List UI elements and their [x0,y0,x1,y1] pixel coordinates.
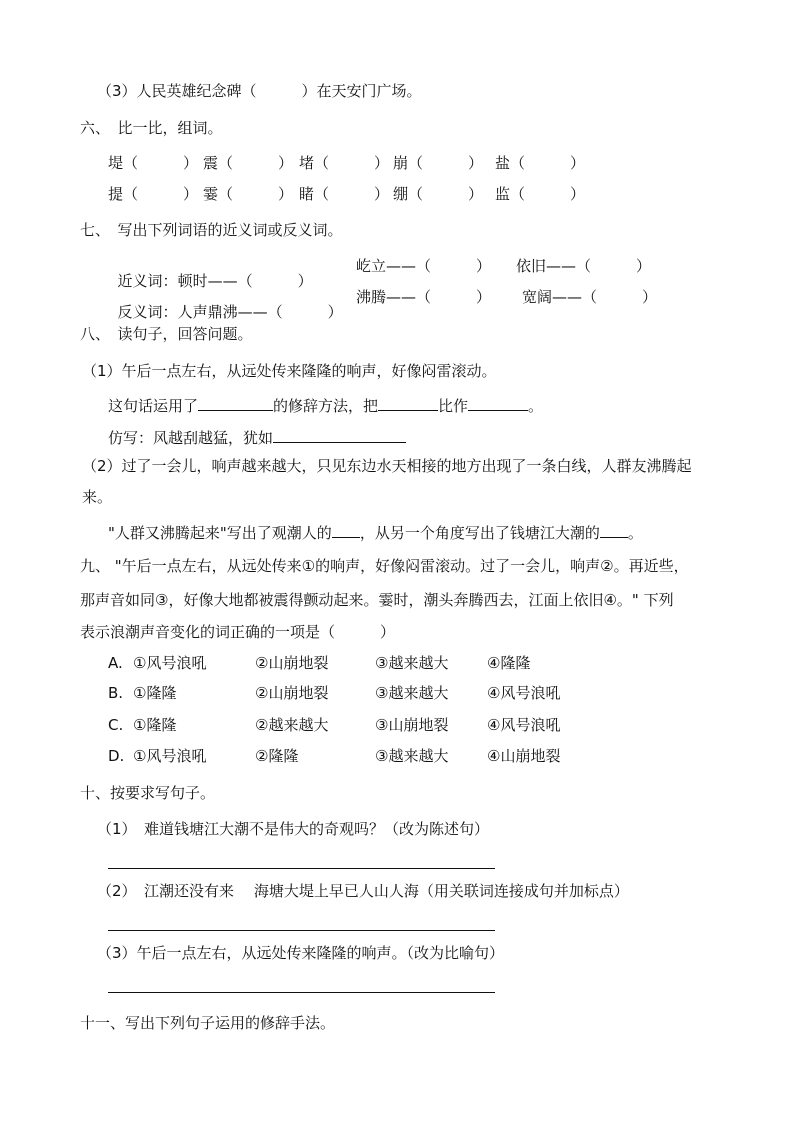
q7-syn-1: 顿时——（ ） [177,272,313,290]
q9-option-d-c2: ②隆隆 [255,747,299,765]
q6-row1-word3: 堵（ ） [299,154,390,172]
q8-q1-blank-rhetoric[interactable] [198,396,273,411]
q8-imitate-blank[interactable] [273,428,406,443]
q6-row1-word2: 震（ ） [203,154,294,172]
q7-ant-row [108,290,343,320]
q8-question-1 [108,396,543,414]
q7-ant-2: 沸腾——（ ） [356,288,492,306]
q6-row2-word4: 绷（ ） [393,185,484,203]
q6-title: 六、 比一比，组词。 [80,119,223,137]
q6-row1-word5: 盐（ ） [495,154,586,172]
q9-option-b-c4: ④风号浪吼 [487,684,561,702]
q8-q2-blank-1[interactable] [332,523,360,538]
q9-option-d-letter[interactable]: D. [108,747,125,765]
q9-option-a-c3: ③越来越大 [375,654,449,672]
q6-row2-word2: 霎（ ） [203,185,294,203]
q9-option-a-c4: ④隆隆 [487,654,531,672]
q10-item-1: （1） 难道钱塘江大潮不是伟大的奇观吗？（改为陈述句） [97,820,490,838]
q6-row2-word1: 提（ ） [108,185,199,203]
q8-q2-text-c: 。 [627,524,643,542]
q9-option-a-letter[interactable]: A. [108,654,123,672]
q8-sentence-1: （1）午后一点左右，从远处传来隆隆的响声，好像闷雷滚动。 [82,362,497,380]
q10-answer-line-3[interactable] [108,992,495,993]
q8-title: 八、 读句子，回答问题。 [80,325,253,343]
q8-q1-text-a: 这句话运用了 [108,397,199,415]
q8-q1-text-b: 的修辞方法，把 [273,397,379,415]
q9-option-c-c3: ③山崩地裂 [375,716,449,734]
q8-q2-blank-2[interactable] [600,523,628,538]
q9-option-c-c4: ④风号浪吼 [487,716,561,734]
q6-row2-word5: 监（ ） [495,185,586,203]
q8-q1-text-c: 比作 [438,397,469,415]
q7-ant-3: 宽阔——（ ） [522,288,658,306]
q9-option-b-c3: ③越来越大 [375,684,449,702]
q9-option-a-c2: ②山崩地裂 [255,654,329,672]
q9-option-c-c1: ①隆隆 [133,716,177,734]
q9-line3: 表示浪潮声音变化的词正确的一项是（ ） [80,623,396,641]
q9-line1: 九、 "午后一点左右，从远处传来①的响声，好像闷雷滚动。过了一会儿，响声②。再近些， [80,557,689,575]
q7-syn-3: 依旧——（ ） [516,257,652,275]
q9-option-a-c1: ①风号浪吼 [133,654,207,672]
q9-line2: 那声音如同③，好像大地都被震得颤动起来。霎时，潮头奔腾西去，江面上依旧④。" 下列 [80,591,674,609]
q10-item-2: （2） 江潮还没有来 海塘大堤上早已人山人海（用关联词连接成句并加标点） [97,882,629,900]
q6-row1-word4: 崩（ ） [393,154,484,172]
q9-option-b-c1: ①隆隆 [133,684,177,702]
q7-ant-label: 反义词： [117,303,178,321]
q9-option-d-c4: ④山崩地裂 [487,747,561,765]
q9-option-b-c2: ②山崩地裂 [255,684,329,702]
q8-sentence-2-line1: （2）过了一会儿，响声越来越大，只见东边水天相接的地方出现了一条白线，人群友沸腾起 [82,457,692,475]
q7-syn-row [108,259,313,289]
q6-row1-word1: 堤（ ） [108,154,199,172]
q6-row2-word3: 睹（ ） [299,185,390,203]
q5-item-3: （3）人民英雄纪念碑（ ）在天安门广场。 [97,82,422,100]
q8-imitate [108,428,406,446]
q8-q1-blank-subject[interactable] [378,396,438,411]
q9-option-d-c3: ③越来越大 [375,747,449,765]
q8-question-2 [108,523,643,541]
q10-item-3: （3）午后一点左右，从远处传来隆隆的响声。（改为比喻句） [97,944,505,962]
q7-syn-label: 近义词： [117,272,178,290]
q8-imitate-text: 仿写：风越刮越猛，犹如 [108,429,274,447]
q7-syn-2: 屹立——（ ） [356,257,492,275]
q8-q1-text-d: 。 [528,397,544,415]
q10-answer-line-2[interactable] [108,930,495,931]
q8-q1-blank-object[interactable] [468,396,528,411]
q10-answer-line-1[interactable] [108,868,495,869]
q9-option-b-letter[interactable]: B. [108,684,124,702]
q8-q2-text-b: ，从另一个角度写出了钱塘江大潮的 [359,524,600,542]
q7-ant-1: 人声鼎沸——（ ） [177,303,343,321]
q9-option-d-c1: ①风号浪吼 [133,747,207,765]
q8-sentence-2-line2: 来。 [82,488,113,506]
q10-title: 十、按要求写句子。 [80,784,216,802]
q7-title: 七、 写出下列词语的近义词或反义词。 [80,221,343,239]
q9-option-c-letter[interactable]: C. [108,716,124,734]
q11-title: 十一、写出下列句子运用的修辞手法。 [80,1014,336,1032]
q8-q2-text-a: "人群又沸腾起来"写出了观潮人的 [108,524,332,542]
q9-option-c-c2: ②越来越大 [255,716,329,734]
